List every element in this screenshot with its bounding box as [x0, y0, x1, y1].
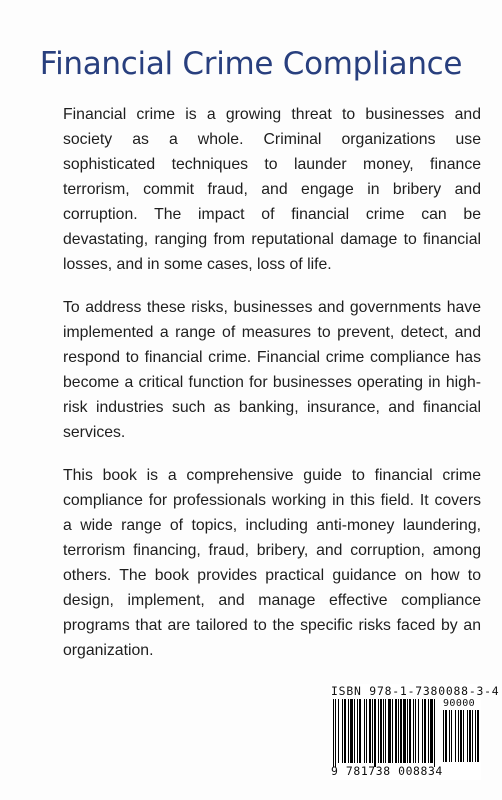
price-addon-code: 90000 [443, 698, 476, 709]
blurb [63, 102, 481, 681]
addon-barcode-stripe [477, 710, 479, 762]
ean-digits: 9 781738 008834 [331, 764, 443, 778]
book-title: Financial Crime Compliance [39, 46, 463, 82]
blurb-paragraph-1: Financial crime is a growing threat to businesses and society as a whole. Criminal organizations use sophisticated techniques to launder money, finance terrorism, commit fraud, and engage in bribery and corruption. The impact of financial crime can be devastating, ranging from reputational damage to financial losses, and in some cases, loss of life. [63, 106, 481, 273]
addon-barcode-bars [443, 710, 479, 762]
isbn-barcode [331, 684, 500, 780]
barcode-stripe [435, 699, 437, 767]
blurb-paragraph-2: To address these risks, businesses and governments have implemented a range of measures to prevent, detect, and respond to financial crime. Financial crime compliance has become a critical function for businesses operating in high-risk industries such as banking, insurance, and financial services. [63, 299, 481, 441]
blurb-paragraph-3: This book is a comprehensive guide to financial crime compliance for professionals working in this field. It covers a wide range of topics, including anti-money laundering, terrorism financing, fraud, bribery, and corruption, among others. The book provides practical guidance on how to design, implement, and manage effective compliance programs that are tailored to the specific risks faced by an organization. [63, 467, 481, 659]
barcode-bars [333, 699, 437, 763]
isbn-label: ISBN 978-1-7380088-3-4 [331, 684, 500, 698]
